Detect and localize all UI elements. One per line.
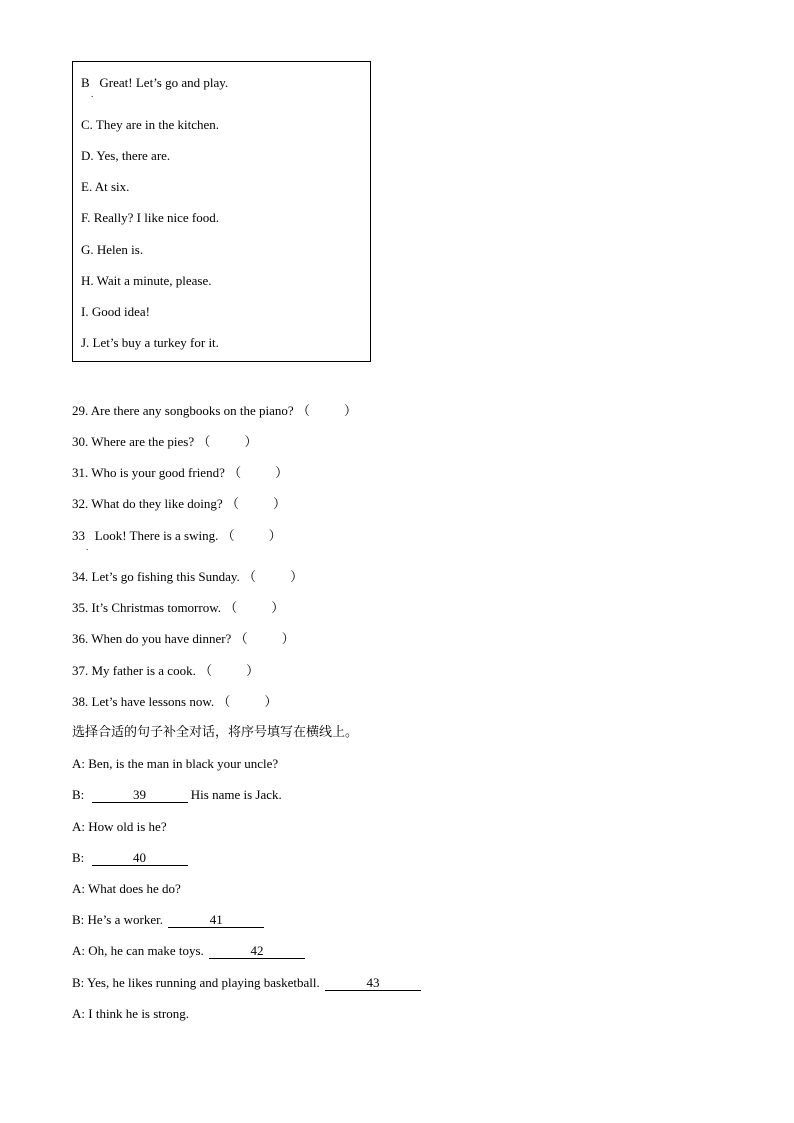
question-33 bbox=[72, 528, 282, 552]
blank-41[interactable]: 41 bbox=[168, 913, 264, 928]
option-h: H. Wait a minute, please. bbox=[81, 273, 212, 288]
question-text: 37. My father is a cook. bbox=[72, 663, 196, 678]
section-instruction: 选择合适的句子补全对话，将序号填写在横线上。 bbox=[72, 725, 359, 740]
dialogue-suffix: His name is Jack. bbox=[190, 787, 282, 802]
question-36 bbox=[72, 631, 295, 647]
dialogue-line-5: A: What does he do? bbox=[72, 881, 181, 896]
dialogue-line-3: A: How old is he? bbox=[72, 819, 167, 834]
option-i: I. Good idea! bbox=[81, 304, 150, 319]
question-text: Look! There is a swing. bbox=[94, 528, 219, 543]
question-text: 35. It’s Christmas tomorrow. bbox=[72, 600, 222, 615]
question-38 bbox=[72, 694, 277, 710]
dialogue-prefix: B: Yes, he likes running and playing basketball. bbox=[72, 975, 320, 990]
dialogue-line-2 bbox=[72, 787, 282, 803]
option-b-letter: B bbox=[81, 75, 90, 90]
option-e: E. At six. bbox=[81, 179, 130, 194]
question-33-dot: . bbox=[86, 542, 89, 552]
answer-paren[interactable]: （ ） bbox=[221, 528, 282, 543]
answer-paren[interactable]: （ ） bbox=[217, 694, 278, 709]
question-37 bbox=[72, 663, 259, 679]
dialogue-line-9: A: I think he is strong. bbox=[72, 1006, 189, 1021]
answer-paren[interactable]: （ ） bbox=[199, 663, 260, 678]
speaker-label: B: bbox=[72, 787, 85, 802]
dialogue-line-1: A: Ben, is the man in black your uncle? bbox=[72, 756, 279, 771]
blank-39[interactable]: 39 bbox=[92, 788, 188, 803]
question-number: 33 bbox=[72, 528, 85, 543]
option-c: C. They are in the kitchen. bbox=[81, 117, 220, 132]
dialogue-line-7 bbox=[72, 943, 305, 959]
answer-paren[interactable]: （ ） bbox=[228, 465, 289, 480]
question-text: 32. What do they like doing? bbox=[72, 496, 223, 511]
question-text: 38. Let’s have lessons now. bbox=[72, 694, 215, 709]
option-b-text: Great! Let’s go and play. bbox=[99, 75, 229, 90]
answer-paren[interactable]: （ ） bbox=[234, 631, 295, 646]
question-30 bbox=[72, 434, 257, 450]
option-b-dot: . bbox=[91, 89, 94, 99]
answer-paren[interactable]: （ ） bbox=[225, 496, 286, 511]
question-31 bbox=[72, 465, 288, 481]
option-g: G. Helen is. bbox=[81, 242, 144, 257]
blank-40[interactable]: 40 bbox=[92, 851, 188, 866]
dialogue-line-4 bbox=[72, 850, 188, 866]
dialogue-prefix: B: He’s a worker. bbox=[72, 912, 163, 927]
question-text: 31. Who is your good friend? bbox=[72, 465, 225, 480]
blank-42[interactable]: 42 bbox=[209, 944, 305, 959]
question-text: 36. When do you have dinner? bbox=[72, 631, 232, 646]
dialogue-prefix: A: Oh, he can make toys. bbox=[72, 943, 204, 958]
answer-paren[interactable]: （ ） bbox=[296, 403, 357, 418]
answer-paren[interactable]: （ ） bbox=[243, 569, 304, 584]
option-j: J. Let’s buy a turkey for it. bbox=[81, 335, 219, 350]
question-text: 30. Where are the pies? bbox=[72, 434, 195, 449]
question-text: 34. Let’s go fishing this Sunday. bbox=[72, 569, 240, 584]
question-32 bbox=[72, 496, 286, 512]
dialogue-line-8 bbox=[72, 975, 421, 991]
answer-paren[interactable]: （ ） bbox=[197, 434, 258, 449]
option-d: D. Yes, there are. bbox=[81, 148, 171, 163]
question-34 bbox=[72, 569, 303, 585]
question-29 bbox=[72, 403, 357, 419]
answer-paren[interactable]: （ ） bbox=[224, 600, 285, 615]
question-35 bbox=[72, 600, 284, 616]
question-text: 29. Are there any songbooks on the piano? bbox=[72, 403, 294, 418]
option-b bbox=[81, 75, 229, 99]
speaker-label: B: bbox=[72, 850, 85, 865]
dialogue-line-6 bbox=[72, 912, 264, 928]
options-box bbox=[72, 61, 371, 362]
option-f: F. Really? I like nice food. bbox=[81, 210, 219, 225]
blank-43[interactable]: 43 bbox=[325, 976, 421, 991]
